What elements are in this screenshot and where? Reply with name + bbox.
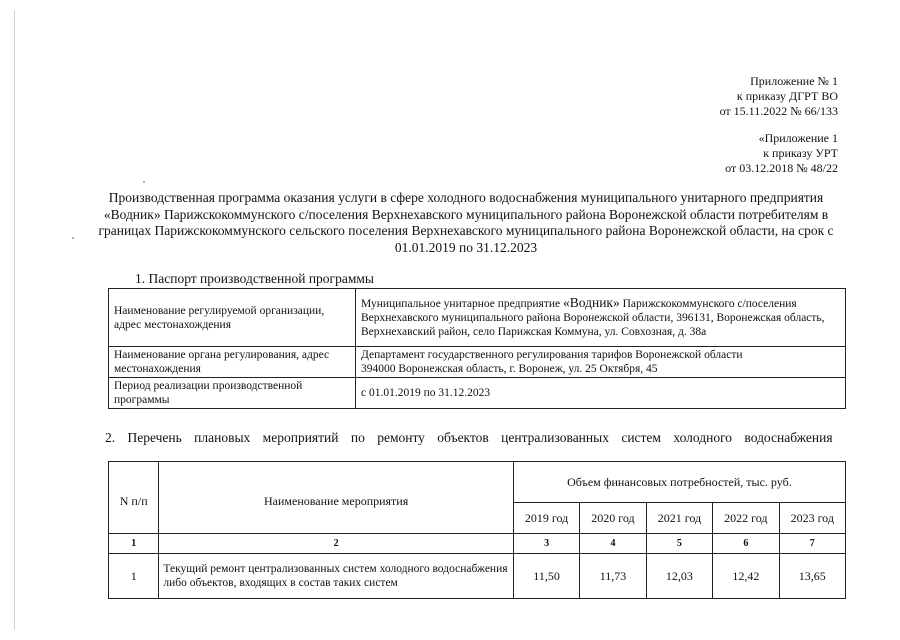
scan-speck — [143, 181, 145, 183]
passport-label: Период реализации производственной программы — [109, 378, 356, 409]
activity-name: Текущий ремонт централизованных систем холодного водоснабжения либо объектов, входящих в состав таких систем — [159, 554, 513, 599]
passport-value — [356, 347, 846, 378]
appendix-header-line: к приказу УРТ — [763, 146, 838, 160]
passport-value-line: Департамент государственного регулирования тарифов Воронежской области — [361, 349, 743, 361]
table-row — [109, 378, 846, 409]
passport-value — [356, 289, 846, 347]
column-header-name: Наименование мероприятия — [159, 462, 513, 534]
scan-edge-line — [14, 10, 15, 630]
column-header-number: N п/п — [109, 462, 159, 534]
passport-value-text: Муниципальное унитарное предприятие — [361, 298, 563, 310]
column-index: 7 — [779, 534, 845, 554]
passport-value: с 01.01.2019 по 31.12.2023 — [356, 378, 846, 409]
column-index: 6 — [713, 534, 779, 554]
column-header-finance: Объем финансовых потребностей, тыс. руб. — [513, 462, 845, 503]
column-index: 1 — [109, 534, 159, 554]
appendix-header-line: «Приложение 1 — [758, 131, 838, 145]
column-header-year: 2021 год — [646, 503, 712, 534]
finance-value: 13,65 — [779, 554, 845, 599]
finance-value: 11,50 — [513, 554, 579, 599]
column-index: 3 — [513, 534, 579, 554]
appendix-header-line: к приказу ДГРТ ВО — [736, 89, 838, 103]
passport-label: Наименование органа регулирования, адрес местонахождения — [109, 347, 356, 378]
passport-label: Наименование регулируемой организации, адрес местонахождения — [109, 289, 356, 347]
passport-value-text: Парижскокоммунского с/поселения Верхнехавского муниципального района Воронежской области, 396131, Воронежская область, Верхнехавский район, село Парижская Коммуна, ул. Совхозная, д. 38а — [361, 298, 825, 338]
table-row — [109, 554, 846, 599]
column-index: 2 — [159, 534, 513, 554]
appendix-header-original — [725, 131, 838, 176]
appendix-header-current — [720, 74, 838, 119]
repair-plan-table — [108, 461, 846, 599]
finance-value: 12,03 — [646, 554, 712, 599]
document-title: Производственная программа оказания услуги в сфере холодного водоснабжения муниципального унитарного предприятия «Водник» Парижскокоммунского с/поселения Верхнехавского муниципального района Воронежской области потребителям в границах Парижскокоммунского сельского поселения Верхнехавского муниципального района Воронежской области, на срок с 01.01.2019 по 31.12.2023 — [98, 190, 834, 255]
column-header-year: 2019 год — [513, 503, 579, 534]
organization-name: «Водник» — [563, 295, 620, 310]
table-header-row — [109, 462, 846, 503]
column-index: 4 — [580, 534, 646, 554]
column-index: 5 — [646, 534, 712, 554]
section-1-heading: 1. Паспорт производственной программы — [135, 271, 374, 286]
table-row — [109, 289, 846, 347]
column-index-row — [109, 534, 846, 554]
appendix-header-line: от 15.11.2022 № 66/133 — [719, 104, 838, 118]
passport-value-line: 394000 Воронежская область, г. Воронеж, ул. 25 Октября, 45 — [361, 363, 658, 375]
scan-speck — [72, 237, 74, 239]
finance-value: 11,73 — [580, 554, 646, 599]
appendix-header-line: от 03.12.2018 № 48/22 — [725, 161, 838, 175]
row-number: 1 — [109, 554, 159, 599]
appendix-header-line: Приложение № 1 — [750, 74, 838, 88]
column-header-year: 2022 год — [713, 503, 779, 534]
passport-table — [108, 288, 846, 409]
finance-value: 12,42 — [713, 554, 779, 599]
table-row — [109, 347, 846, 378]
column-header-year: 2023 год — [779, 503, 845, 534]
column-header-year: 2020 год — [580, 503, 646, 534]
section-2-heading: 2. Перечень плановых мероприятий по ремонту объектов централизованных систем холодного водоснабжения — [105, 430, 833, 445]
